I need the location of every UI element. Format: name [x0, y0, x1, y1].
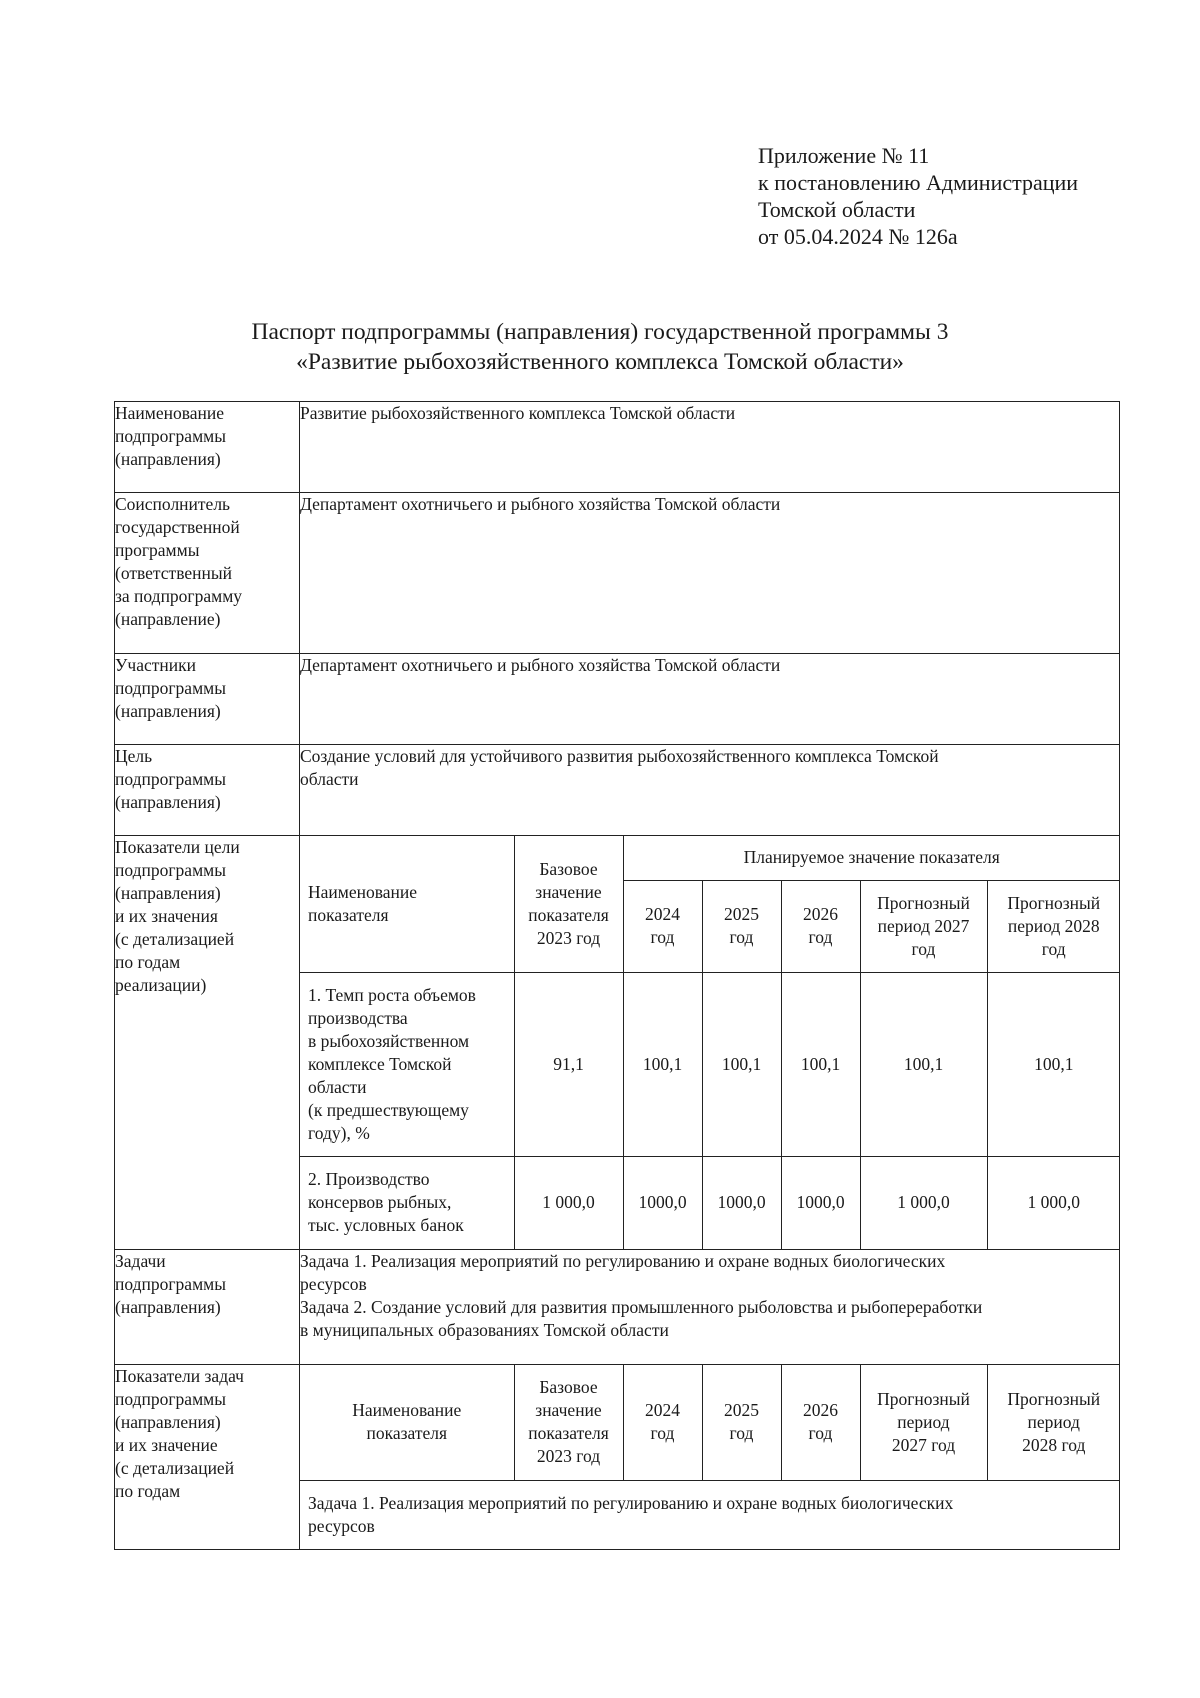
indicator-2-2027: 1 000,0 — [860, 1156, 987, 1249]
header-line: 2024 — [645, 904, 680, 924]
header-line: 2023 год — [536, 1446, 601, 1467]
value-coexecutor: Департамент охотничьего и рыбного хозяйства Томской области — [300, 493, 1120, 654]
header-line: год — [808, 1423, 833, 1444]
indicator-line: комплексе Томской — [308, 1053, 452, 1074]
label-line: (направления) — [115, 1412, 221, 1432]
header-line: 2028 год — [1022, 1434, 1086, 1455]
indicator-2-2025: 1000,0 — [702, 1156, 781, 1249]
task-line: Задача 2. Создание условий для развития промышленного рыболовства и рыбопереработки — [300, 1297, 983, 1317]
header-line: значение — [535, 1400, 602, 1421]
indicator-1-base: 91,1 — [514, 972, 623, 1156]
label-line: государственной — [115, 517, 240, 537]
header-line: Наименование — [308, 881, 418, 902]
label-line: (направления) — [115, 1297, 221, 1317]
indicator-2-2024: 1000,0 — [623, 1156, 702, 1249]
goal-line: области — [300, 769, 359, 789]
label-line: и их значение — [115, 1435, 218, 1455]
task-header-year-2025 — [702, 1365, 781, 1480]
label-line: (направления) — [115, 701, 221, 721]
indicator-line: области — [308, 1076, 367, 1097]
header-line: период 2028 — [1007, 915, 1100, 936]
row-coexecutor — [115, 493, 1120, 654]
header-line: 2027 год — [891, 1434, 956, 1455]
passport-table — [114, 401, 1120, 1550]
header-line: 2025 — [724, 904, 759, 924]
label-line: Показатели задач — [115, 1366, 244, 1386]
indicator-line: году), % — [308, 1122, 370, 1143]
header-line: год — [650, 927, 675, 947]
label-line: (направления) — [115, 883, 221, 903]
appendix-decree: к постановлению Администрации — [758, 170, 1079, 195]
label-line: реализации) — [115, 975, 207, 995]
header-line: 2025 — [724, 1400, 759, 1421]
header-line: Прогнозный — [1007, 1388, 1101, 1409]
label-coexecutor — [115, 493, 300, 654]
header-line: период 2027 — [877, 915, 970, 936]
label-task-indicators — [115, 1365, 300, 1550]
task-1-row — [300, 1480, 1120, 1549]
label-line: подпрограммы — [115, 678, 226, 698]
value-participants: Департамент охотничьего и рыбного хозяйства Томской области — [300, 654, 1120, 745]
label-line: подпрограммы — [115, 1389, 226, 1409]
label-line: Участники — [115, 655, 196, 675]
task-header-year-2026 — [781, 1365, 860, 1480]
task-line: ресурсов — [300, 1274, 367, 1294]
goal-indicator-row-2 — [300, 1156, 1120, 1249]
task-line: ресурсов — [308, 1515, 375, 1536]
label-line: подпрограммы — [115, 1274, 226, 1294]
header-year-2025 — [702, 880, 781, 972]
header-line: Прогнозный — [1007, 892, 1101, 913]
label-line: и их значения — [115, 906, 218, 926]
header-base-value — [514, 836, 623, 972]
appendix-number: Приложение № 11 — [758, 143, 930, 168]
header-line: показателя — [528, 904, 609, 925]
indicator-1-2028: 100,1 — [987, 972, 1120, 1156]
indicator-1-2027: 100,1 — [860, 972, 987, 1156]
label-line: Соисполнитель — [115, 494, 231, 514]
header-line: год — [808, 927, 833, 947]
indicator-1-2025: 100,1 — [702, 972, 781, 1156]
header-line: 2026 — [803, 1400, 838, 1421]
task-header-year-2024 — [623, 1365, 702, 1480]
header-line: Наименование — [352, 1400, 462, 1421]
label-subprogram-name — [115, 402, 300, 493]
header-line: 2026 — [803, 904, 838, 924]
appendix-block — [758, 142, 1078, 250]
row-goal-indicators — [115, 836, 1120, 1250]
label-participants — [115, 654, 300, 745]
header-year-2026 — [781, 880, 860, 972]
goal-header-row-1 — [300, 836, 1120, 880]
header-line: Базовое — [539, 1377, 598, 1398]
label-line: (направления) — [115, 449, 221, 469]
indicator-line: тыс. условных банок — [308, 1215, 464, 1236]
goal-line: Создание условий для устойчивого развития рыбохозяйственного комплекса Томской — [300, 746, 939, 766]
task-indicators-cell — [300, 1365, 1120, 1550]
value-tasks — [300, 1250, 1120, 1365]
header-planned-value: Планируемое значение показателя — [623, 836, 1120, 880]
row-subprogram-name — [115, 402, 1120, 493]
task-header-row — [300, 1365, 1120, 1480]
value-subprogram-name: Развитие рыбохозяйственного комплекса Томской области — [300, 402, 1120, 493]
task-header-base-value — [514, 1365, 623, 1480]
header-line: значение — [535, 881, 602, 902]
document-title — [0, 317, 1200, 377]
label-line: подпрограммы — [115, 860, 226, 880]
header-line: период — [897, 1411, 950, 1432]
header-line: год — [650, 1423, 675, 1444]
indicator-2-2028: 1 000,0 — [987, 1156, 1120, 1249]
header-line: период — [1027, 1411, 1080, 1432]
indicator-line: 2. Производство — [308, 1169, 430, 1190]
row-task-indicators — [115, 1365, 1120, 1550]
title-line-1: Паспорт подпрограммы (направления) государственной программы 3 — [251, 319, 949, 345]
header-line: год — [1041, 938, 1066, 959]
label-goal — [115, 745, 300, 836]
header-line: год — [911, 938, 936, 959]
appendix-region: Томской области — [758, 197, 916, 222]
indicator-line: в рыбохозяйственном — [308, 1030, 470, 1051]
label-line: программы — [115, 540, 200, 560]
label-line: по годам — [115, 952, 181, 972]
header-line: показателя — [308, 904, 389, 925]
task-header-indicator-name — [300, 1365, 514, 1480]
task-indicators-table — [300, 1365, 1120, 1549]
label-tasks — [115, 1250, 300, 1365]
label-line: (направление) — [115, 609, 221, 629]
header-line: 2023 год — [536, 927, 601, 948]
label-line: (ответственный — [115, 563, 232, 583]
title-line-2: «Развитие рыбохозяйственного комплекса Томской области» — [296, 349, 904, 375]
indicator-line: консервов рыбных, — [308, 1192, 452, 1213]
header-line: Базовое — [539, 858, 598, 879]
label-line: (направления) — [115, 792, 221, 812]
indicator-line: производства — [308, 1007, 408, 1028]
label-line: подпрограммы — [115, 426, 226, 446]
label-line: подпрограммы — [115, 769, 226, 789]
task-1-title — [300, 1480, 1120, 1549]
header-line: год — [729, 927, 754, 947]
indicator-2-name — [300, 1156, 514, 1249]
indicator-1-2024: 100,1 — [623, 972, 702, 1156]
label-goal-indicators — [115, 836, 300, 1250]
label-line: Наименование — [115, 403, 225, 423]
goal-indicators-table — [300, 836, 1120, 1249]
header-year-2024 — [623, 880, 702, 972]
label-line: Цель — [115, 746, 153, 766]
indicator-2-2026: 1000,0 — [781, 1156, 860, 1249]
header-forecast-2028 — [987, 880, 1120, 972]
task-line: в муниципальных образованиях Томской области — [300, 1320, 669, 1340]
task-header-forecast-2028 — [987, 1365, 1120, 1480]
goal-indicators-cell — [300, 836, 1120, 1250]
indicator-1-name — [300, 972, 514, 1156]
label-line: за подпрограмму — [115, 586, 243, 606]
header-line: Прогнозный — [877, 892, 970, 913]
goal-indicator-row-1 — [300, 972, 1120, 1156]
label-line: Задачи — [115, 1251, 166, 1271]
header-line: показателя — [528, 1423, 609, 1444]
task-line: Задача 1. Реализация мероприятий по регулированию и охране водных биологических — [308, 1492, 954, 1513]
label-line: (с детализацией — [115, 929, 235, 949]
header-line: показателя — [366, 1423, 448, 1444]
label-line: по годам — [115, 1481, 181, 1501]
label-line: (с детализацией — [115, 1458, 235, 1478]
header-indicator-name — [300, 836, 514, 972]
row-tasks — [115, 1250, 1120, 1365]
task-header-forecast-2027 — [860, 1365, 987, 1480]
header-forecast-2027 — [860, 880, 987, 972]
appendix-date: от 05.04.2024 № 126а — [758, 224, 958, 249]
header-line: год — [729, 1423, 754, 1444]
label-line: Показатели цели — [115, 837, 240, 857]
row-participants — [115, 654, 1120, 745]
header-line: Прогнозный — [877, 1388, 970, 1409]
indicator-1-2026: 100,1 — [781, 972, 860, 1156]
indicator-line: (к предшествующему — [308, 1099, 469, 1120]
value-goal — [300, 745, 1120, 836]
indicator-2-base: 1 000,0 — [514, 1156, 623, 1249]
task-line: Задача 1. Реализация мероприятий по регулированию и охране водных биологических — [300, 1251, 946, 1271]
row-goal — [115, 745, 1120, 836]
header-line: 2024 — [645, 1400, 680, 1421]
indicator-line: 1. Темп роста объемов — [308, 984, 476, 1005]
